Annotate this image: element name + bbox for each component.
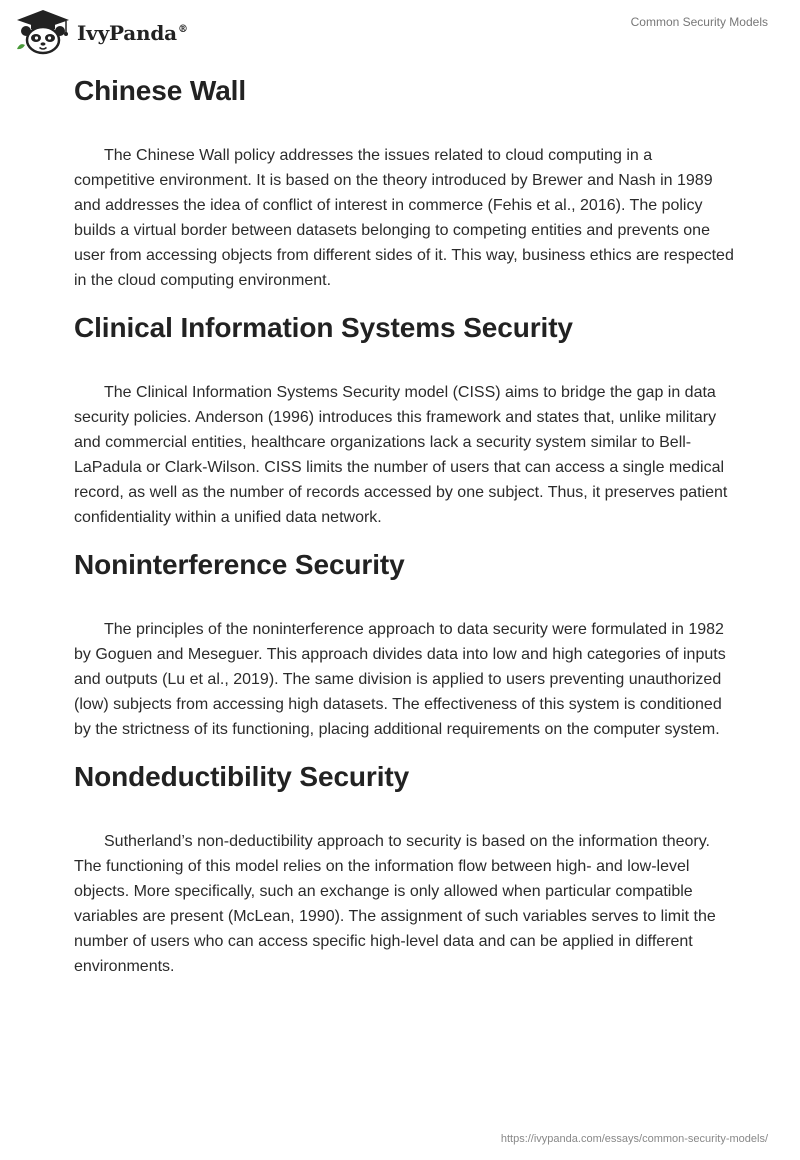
- brand-logo[interactable]: [14, 9, 188, 55]
- section-heading: Nondeductibility Security: [74, 761, 410, 792]
- panda-graduate-icon: [14, 9, 72, 55]
- source-url-link[interactable]: https://ivypanda.com/essays/common-security-models/: [500, 1133, 768, 1145]
- section-chinese-wall: [74, 72, 734, 293]
- page-header: [0, 0, 800, 60]
- section-paragraph: The principles of the noninterference approach to data security were formulated in 1982 by Goguen and Meseguer. This approach divides data into low and high categories of inputs and outputs (Lu et al., 2019). The same division is applied to users preventing unauthorized (low) subjects from accessing high datasets. The effectiveness of this system is conditioned by the strictness of its functioning, placing additional requirements on the computer system.: [74, 621, 726, 738]
- section-noninterference-security: [74, 546, 734, 742]
- article-content: [74, 72, 734, 979]
- section-nondeductibility-security: [74, 758, 734, 979]
- section-paragraph: Sutherland’s non-deductibility approach to security is based on the information theory. The functioning of this model relies on the information flow between high- and low-level objects. More specifically, such an exchange is only allowed when particular compatible variables are present (McLean, 1990). The assignment of such variables serves to limit the number of users who can access specific high-level data and can be applied in different environments.: [74, 833, 716, 975]
- section-clinical-information-systems-security: [74, 309, 734, 530]
- section-paragraph: The Clinical Information Systems Security model (CISS) aims to bridge the gap in data security policies. Anderson (1996) introduces this framework and states that, unlike military and commercial entities, healthcare organizations lack a security system similar to Bell-LaPadula or Clark-Wilson. CISS limits the number of users that can access a single medical record, as well as the number of records accessed by one subject. Thus, it preserves patient confidentiality within a unified data network.: [74, 384, 728, 526]
- document-title: Common Security Models: [630, 15, 768, 29]
- section-paragraph: The Chinese Wall policy addresses the issues related to cloud computing in a competitive environment. It is based on the theory introduced by Brewer and Nash in 1989 and addresses the idea of conflict of interest in commerce (Fehis et al., 2016). The policy builds a virtual border between datasets belonging to competing entities and prevents one user from accessing objects from different sides of it. This way, business ethics are respected in the cloud computing environment.: [74, 147, 734, 289]
- registered-mark: ®: [177, 24, 188, 36]
- section-heading: Chinese Wall: [74, 75, 247, 106]
- section-heading: Noninterference Security: [74, 549, 405, 580]
- brand-name: IvyPanda®: [77, 21, 188, 45]
- section-heading: Clinical Information Systems Security: [74, 312, 573, 343]
